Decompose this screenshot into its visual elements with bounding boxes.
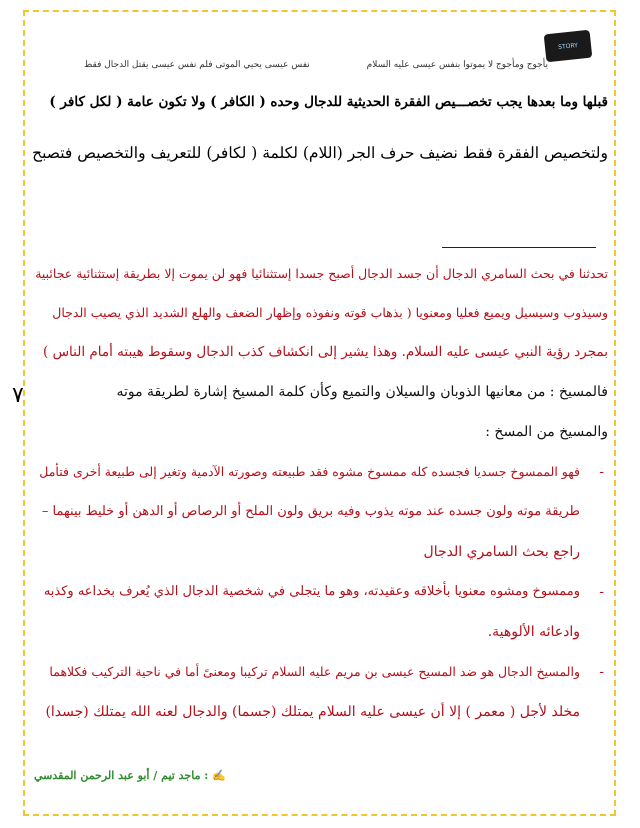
- header-note-left: نفس عيسى يحيي الموتى فلم نفس عيسى يقتل الدجال فقط: [84, 60, 310, 70]
- logo-image: [544, 30, 593, 63]
- section-heading: والمسيخ من المسخ :: [485, 424, 608, 440]
- paragraph-line: بمجرد رؤية النبي عيسى عليه السلام. وهذا يشير إلى انكشاف كذب الدجال وسقوط هيبته أمام الناس ): [43, 344, 608, 360]
- page-title: قبلها وما بعدها يجب تخصـــيص الفقرة الحديثية للدجال وحده ( الكافر ) ولا تكون عامة ( لكل كافر ): [49, 94, 608, 110]
- bullet-line: طريقة موته ولون جسده عند موته يذوب وفيه بريق ولون الملح أو الرصاص أو الدهن أو خليط بينهما –: [41, 504, 580, 519]
- page-border: [23, 10, 616, 816]
- bullet-marker: -: [599, 584, 604, 600]
- bullet-marker: -: [599, 464, 604, 480]
- bullet-line: فهو الممسوخ جسديا فجسده كله ممسوخ مشوه فقد طبيعته وصورته الآدمية وتغير إلى طبيعة أخرى فتأمل: [39, 464, 580, 479]
- bullet-line: مخلد لأجل ( معمر ) إلا أن عيسى عليه السلام يمتلك (جسما) والدجال لعنه الله يمتلك (جسدا): [45, 704, 580, 720]
- subtitle-line: ولتخصيص الفقرة فقط نضيف حرف الجر (اللام) لكلمة ( لكافر) للتعريف والتخصيص فتصبح: [32, 144, 608, 162]
- bullet-line: وادعائه الألوهية.: [487, 624, 580, 640]
- bullet-marker: -: [599, 664, 604, 680]
- logo-text: STORY: [557, 41, 579, 51]
- definition-line: فالمسيخ : من معانيها الذوبان والسيلان والتميع وكأن كلمة المسيخ إشارة لطريقة موته: [116, 384, 608, 400]
- paragraph-line: تحدثنا في بحث السامري الدجال أن جسد الدجال أصبح جسدا إستثنائيا فهو لن يموت إلا بطريقة إستثنائية عجائبية: [35, 266, 608, 281]
- bullet-line: وممسوخ ومشوه معنويا بأخلاقه وعقيدته، وهو ما يتجلى في شخصية الدجال الذي يُعرف بخداعه وكذبه: [43, 584, 580, 599]
- paragraph-line: وسيذوب وسيسيل ويميع فعليا ومعنويا ( بذهاب قوته ونفوذه وإظهار الضعف والهلع الشديد الذي يصيب الدجال: [52, 305, 608, 320]
- bullet-line: والمسيخ الدجال هو ضد المسيح عيسى بن مريم عليه السلام تركيبا ومعنىً أما في ناحية التركيب فكلاهما: [49, 664, 580, 679]
- page-number: ٧: [12, 383, 24, 408]
- author-footer: ✍ : ماجد تيم / أبو عبد الرحمن المقدسي: [34, 769, 226, 782]
- header-note-right: يأجوج ومأجوج لا يموتوا بنفس عيسى عليه السلام: [366, 60, 548, 70]
- bullet-line: راجع بحث السامري الدجال: [423, 544, 580, 560]
- divider-line: [442, 247, 596, 248]
